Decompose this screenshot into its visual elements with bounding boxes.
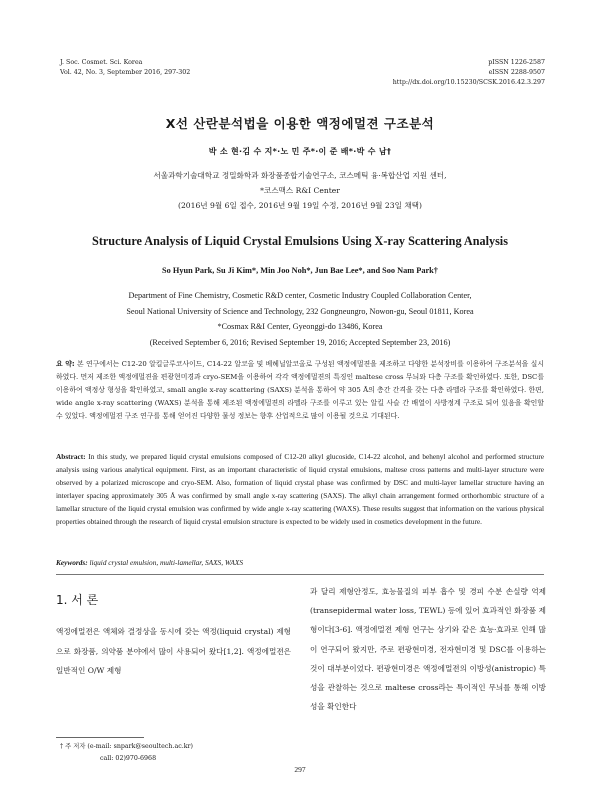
korean-authors: 박 소 현·김 수 지*·노 민 주*·이 준 배*·박 수 남† — [208, 147, 392, 156]
english-title: Structure Analysis of Liquid Crystal Emulsions Using X-ray Scattering Analysis — [92, 234, 508, 248]
korean-abstract-label: 요 약: — [56, 360, 75, 368]
english-affiliation-2: Seoul National University of Science and Technology, 232 Gongneungro, Nowon-gu, Seoul 01811, Korea — [126, 306, 474, 316]
footnote-phone: call: 02)970-6968 — [100, 755, 157, 762]
korean-title: X선 산란분석법을 이용한 액정에멀젼 구조분석 — [165, 116, 435, 131]
footnote-divider — [56, 737, 144, 738]
english-affiliations — [0, 288, 600, 350]
keywords-label: Keywords: — [56, 558, 88, 567]
english-abstract-label: Abstract: — [56, 452, 86, 461]
intro-left-column: 액정에멀젼은 액체와 결정상을 동시에 갖는 액정(liquid crystal) 제형으로 화장품, 의약품 분야에서 많이 사용되어 왔다[1,2]. 액정에멀젼은 일반적인 O/W 제형 — [56, 627, 291, 675]
english-affiliation-3: *Cosmax R&I Center, Gyeonggi-do 13486, Korea — [217, 322, 383, 332]
footnote-email: † 주 저자 (e-mail: snpark@seoultech.ac.kr) — [60, 743, 194, 750]
keywords-value: liquid crystal emulsion, multi-lamellar, SAXS, WAXS — [89, 558, 243, 567]
intro-right-column: 과 달리 제형안정도, 효능물질의 피부 흡수 및 경피 수분 손실량 억제(transepidermal water loss, TEWL) 등에 있어 효과적인 화장품 제형이다[3-6]. 액정에멀젼 제형 연구는 상기와 같은 효능·효과로 인해 많이 연구되어 왔지만, 주로 편광현미경, 전자현미경 및 DSC를 이용하는 것이 대부분이었다. 편광현미경은 액정에멀젼의 이방성(anistropic) 특성을 관찰하는 것으로 maltese cross라는 특이적인 무늬를 통해 이방성을 확인한다 — [310, 587, 546, 712]
korean-dates: (2016년 9월 6일 접수, 2016년 9월 19일 수정, 2016년 9월 23일 채택) — [178, 201, 422, 210]
journal-name: J. Soc. Cosmet. Sci. Korea — [60, 59, 143, 66]
english-abstract-text: In this study, we prepared liquid crystal emulsions composed of C12-20 alkyl glucoside, C14-22 alcohol, and behenyl alcohol and performed structure analysis using various analytical equipment. First, as an important characteristic of liquid crystal emulsions, maltese cross patterns and multi-layer structure were observed by a polarized microscope and cryo-SEM. Also, formation of liquid crystal phase was confirmed by DSC and multi-layer lamellar structure having an interlayer spacing approximately 305 Å was confirmed by small angle x-ray scattering (SAXS). The alkyl chain arrangement formed orthorhombic structure of a lamellar structure of the liquid crystal emulsion was confirmed by wide angle x-ray scattering (WAXS). These results suggest that information on the various physical properties obtained through the research of liquid crystal emulsion structure is expected to be widely used in cosmetics development in the future. — [56, 452, 545, 526]
abstract-divider — [56, 574, 544, 575]
korean-affiliation-1: 서울과학기술대학교 정밀화학과 화장품종합기술연구소, 코스메틱 융·복합산업 지원 센터, — [153, 171, 447, 180]
journal-volume: Vol. 42, No. 3, September 2016, 297-302 — [60, 69, 191, 76]
english-dates: (Received September 6, 2016; Revised September 19, 2016; Accepted September 23, 2016) — [149, 337, 451, 347]
korean-affiliation-2: *코스맥스 R&I Center — [260, 186, 340, 195]
korean-affiliations — [0, 168, 600, 213]
journal-header-left — [60, 58, 190, 78]
korean-abstract — [56, 358, 544, 423]
pissn: pISSN 1226-2587 — [488, 59, 545, 66]
keywords — [56, 558, 544, 567]
english-abstract — [56, 450, 544, 528]
english-affiliation-1: Department of Fine Chemistry, Cosmetic R&D center, Cosmetic Industry Coupled Collaboration Center, — [128, 291, 472, 300]
eissn: eISSN 2288-9507 — [488, 69, 545, 76]
korean-abstract-text: 본 연구에서는 C12-20 알킬글루코사이드, C14-22 알코올 및 베헤닐알코올로 구성된 액정에멀젼을 제조하고 다양한 분석장비를 이용하여 구조분석을 실시하였다. 먼저 제조한 액정에멀젼을 편광현미경과 cryo-SEM을 이용하여 각각 액정에멀젼의 특징인 maltese cross 무늬와 다층 구조를 확인하였다. 또한, DSC를 이용하여 액정상 형성을 확인하였고, small angle x-ray scattering (SAXS) 분석을 통하여 약 305 Å의 층간 간격을 갖는 다층 라멜라 구조를 확인하였다. 한편, wide angle x-ray scattering (WAXS) 분석을 통해 제조된 액정에멀젼의 라멜라 구조를 이루고 있는 알킬 사슬 간 배열이 사방정계 구조로 되어 있음을 확인할 수 있었다. 액정에멀젼 구조 연구를 통해 얻어진 다양한 물성 정보는 향후 산업적으로 많이 이용될 것으로 기대된다. — [56, 360, 544, 420]
doi-link[interactable]: http://dx.doi.org/10.15230/SCSK.2016.42.3.297 — [392, 79, 545, 86]
page-number: 297 — [294, 765, 306, 774]
section-heading-introduction: 1. 서 론 — [56, 593, 99, 607]
corresponding-author-footnote — [60, 741, 193, 765]
journal-header-right — [393, 58, 545, 88]
english-authors: So Hyun Park, Su Ji Kim*, Min Joo Noh*, Jun Bae Lee*, and Soo Nam Park† — [162, 266, 438, 275]
